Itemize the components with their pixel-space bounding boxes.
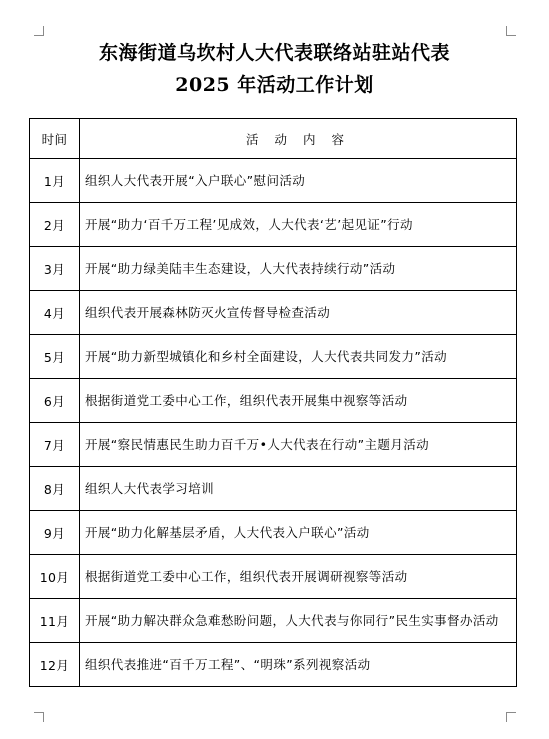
- table-row: [30, 159, 517, 203]
- table-row: [30, 467, 517, 511]
- page-corner-mark-bottom-right: [506, 712, 516, 722]
- table-row: [30, 511, 517, 555]
- table-row: [30, 379, 517, 423]
- row-month: 2月: [30, 203, 80, 247]
- page-corner-mark-bottom-left: [34, 712, 44, 722]
- row-month: 10月: [30, 555, 80, 599]
- row-month: 12月: [30, 643, 80, 687]
- row-month: 5月: [30, 335, 80, 379]
- table-row: [30, 423, 517, 467]
- row-content: 组织代表开展森林防灭火宣传督导检查活动: [80, 291, 517, 335]
- row-content: 开展“助力解决群众急难愁盼问题，人大代表与你同行”民生实事督办活动: [80, 599, 517, 643]
- document-title-line1: 东海街道乌坎村人大代表联络站驻站代表: [98, 42, 450, 64]
- row-content: 根据街道党工委中心工作，组织代表开展集中视察等活动: [80, 379, 517, 423]
- row-month: 11月: [30, 599, 80, 643]
- table-row: [30, 555, 517, 599]
- row-month: 9月: [30, 511, 80, 555]
- row-content: 组织人大代表学习培训: [80, 467, 517, 511]
- table-row: [30, 643, 517, 687]
- table-row: [30, 335, 517, 379]
- row-month: 1月: [30, 159, 80, 203]
- document-title-line2: 2025 年活动工作计划: [175, 74, 374, 96]
- row-month: 4月: [30, 291, 80, 335]
- row-month: 3月: [30, 247, 80, 291]
- row-content: 开展“助力化解基层矛盾，人大代表入户联心”活动: [80, 511, 517, 555]
- row-month: 6月: [30, 379, 80, 423]
- row-content: 开展“助力新型城镇化和乡村全面建设，人大代表共同发力”活动: [80, 335, 517, 379]
- table-header-row: [30, 119, 517, 159]
- row-content: 组织代表推进“百千万工程”、“明珠”系列视察活动: [80, 643, 517, 687]
- table-row: [30, 599, 517, 643]
- header-content: 活 动 内 容: [80, 119, 517, 159]
- header-month: 时间: [30, 119, 80, 159]
- row-content: 开展“助力‘百千万工程’见成效，人大代表‘艺’起见证”行动: [80, 203, 517, 247]
- activity-plan-table: [29, 118, 517, 687]
- row-content: 开展“察民情惠民生助力百千万•人大代表在行动”主题月活动: [80, 423, 517, 467]
- page-corner-mark-top-left: [34, 26, 44, 36]
- table-row: [30, 247, 517, 291]
- row-content: 根据街道党工委中心工作，组织代表开展调研视察等活动: [80, 555, 517, 599]
- row-content: 组织人大代表开展“入户联心”慰问活动: [80, 159, 517, 203]
- page-corner-mark-top-right: [506, 26, 516, 36]
- table-row: [30, 291, 517, 335]
- table-row: [30, 203, 517, 247]
- row-content: 开展“助力绿美陆丰生态建设，人大代表持续行动”活动: [80, 247, 517, 291]
- row-month: 7月: [30, 423, 80, 467]
- row-month: 8月: [30, 467, 80, 511]
